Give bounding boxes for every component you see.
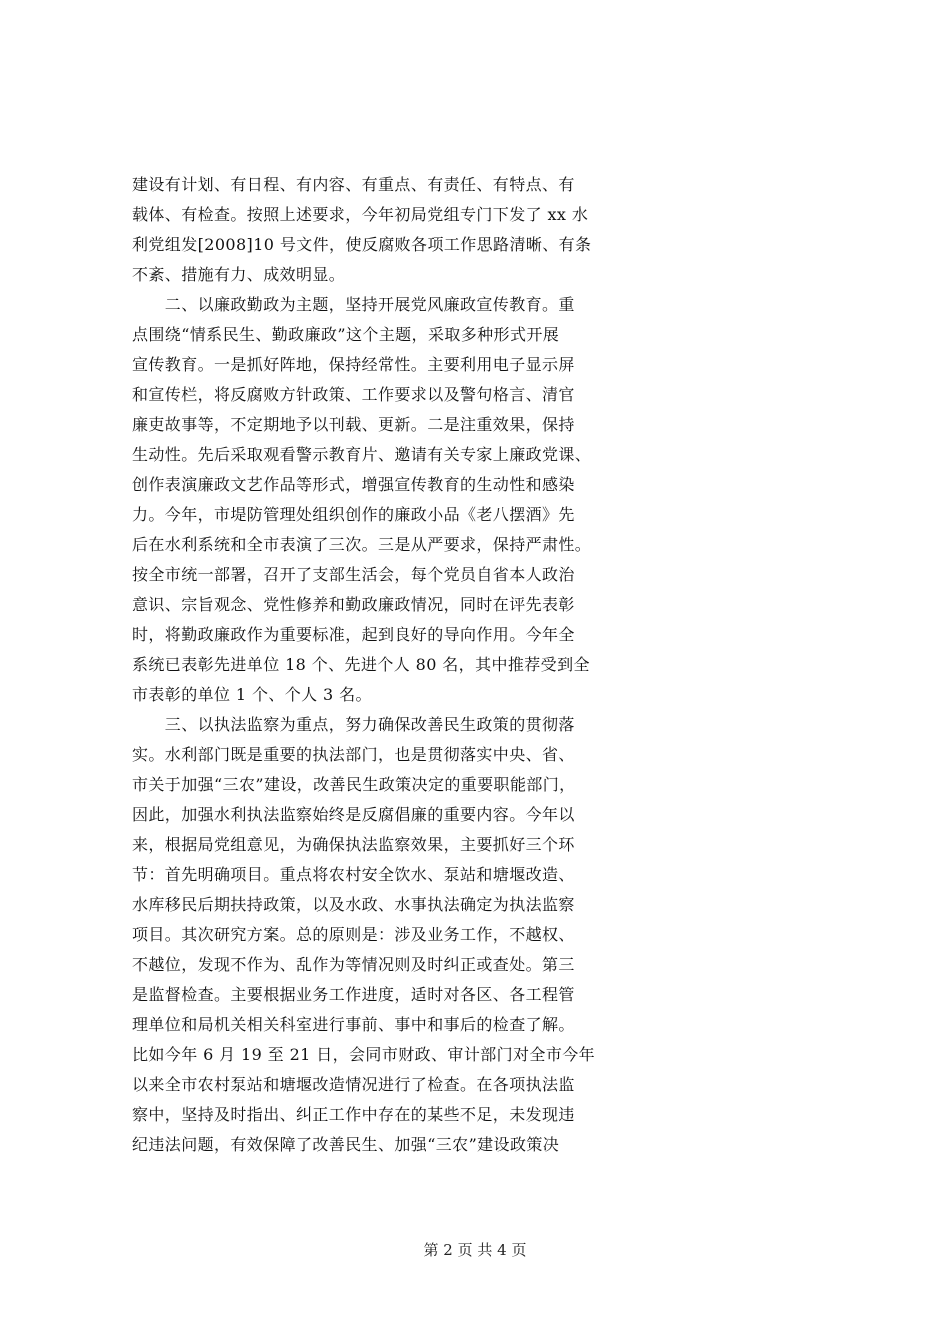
text-line: 廉吏故事等，不定期地予以刊载、更新。二是注重效果，保持 (132, 415, 575, 434)
text-line: 不越位，发现不作为、乱作为等情况则及时纠正或查处。第三 (132, 955, 575, 974)
text-line: 项目。其次研究方案。总的原则是：涉及业务工作，不越权、 (132, 925, 575, 944)
text-line: 理单位和局机关相关科室进行事前、事中和事后的检查了解。 (132, 1015, 575, 1034)
text-line: 察中，坚持及时指出、纠正工作中存在的某些不足，未发现违 (132, 1105, 575, 1124)
text-line: 以来全市农村泵站和塘堰改造情况进行了检查。在各项执法监 (132, 1075, 575, 1094)
text-line: 力。今年，市堤防管理处组织创作的廉政小品《老八摆酒》先 (132, 505, 575, 524)
document-body (132, 170, 832, 1160)
text-line: 三、以执法监察为重点，努力确保改善民生政策的贯彻落 (132, 715, 575, 734)
text-line: 点围绕“情系民生、勤政廉政”这个主题，采取多种形式开展 (132, 325, 560, 344)
text-line: 时，将勤政廉政作为重要标准，起到良好的导向作用。今年全 (132, 625, 575, 644)
text-line: 二、以廉政勤政为主题，坚持开展党风廉政宣传教育。重 (132, 295, 575, 314)
text-line: 建设有计划、有日程、有内容、有重点、有责任、有特点、有 (132, 175, 575, 194)
text-line: 和宣传栏，将反腐败方针政策、工作要求以及警句格言、清官 (132, 385, 575, 404)
text-line: 生动性。先后采取观看警示教育片、邀请有关专家上廉政党课、 (132, 445, 592, 464)
text-line: 宣传教育。一是抓好阵地，保持经常性。主要利用电子显示屏 (132, 355, 575, 374)
text-line: 是监督检查。主要根据业务工作进度，适时对各区、各工程管 (132, 985, 575, 1004)
text-line: 市关于加强“三农”建设，改善民生政策决定的重要职能部门， (132, 775, 576, 794)
text-line: 载体、有检查。按照上述要求，今年初局党组专门下发了 xx 水 (132, 205, 589, 224)
text-line: 因此，加强水利执法监察始终是反腐倡廉的重要内容。今年以 (132, 805, 575, 824)
text-line: 节：首先明确项目。重点将农村安全饮水、泵站和塘堰改造、 (132, 865, 575, 884)
text-line: 后在水利系统和全市表演了三次。三是从严要求，保持严肃性。 (132, 535, 592, 554)
text-line: 纪违法问题，有效保障了改善民生、加强“三农”建设政策决 (132, 1135, 560, 1154)
text-line: 按全市统一部署，召开了支部生活会，每个党员自省本人政治 (132, 565, 575, 584)
text-line: 比如今年 6 月 19 至 21 日，会同市财政、审计部门对全市今年 (132, 1045, 596, 1064)
text-line: 创作表演廉政文艺作品等形式，增强宣传教育的生动性和感染 (132, 475, 575, 494)
text-line: 实。水利部门既是重要的执法部门，也是贯彻落实中央、省、 (132, 745, 575, 764)
page-footer: 第 2 页 共 4 页 (423, 1241, 527, 1259)
text-line: 市表彰的单位 1 个、个人 3 名。 (132, 685, 372, 704)
text-line: 系统已表彰先进单位 18 个、先进个人 80 名，其中推荐受到全 (132, 655, 590, 674)
text-line: 来，根据局党组意见，为确保执法监察效果，主要抓好三个环 (132, 835, 575, 854)
text-line: 不紊、措施有力、成效明显。 (132, 265, 346, 284)
text-line: 意识、宗旨观念、党性修养和勤政廉政情况，同时在评先表彰 (132, 595, 575, 614)
text-line: 利党组发[2008]10 号文件，使反腐败各项工作思路清晰、有条 (132, 235, 592, 254)
text-line: 水库移民后期扶持政策，以及水政、水事执法确定为执法监察 (132, 895, 575, 914)
